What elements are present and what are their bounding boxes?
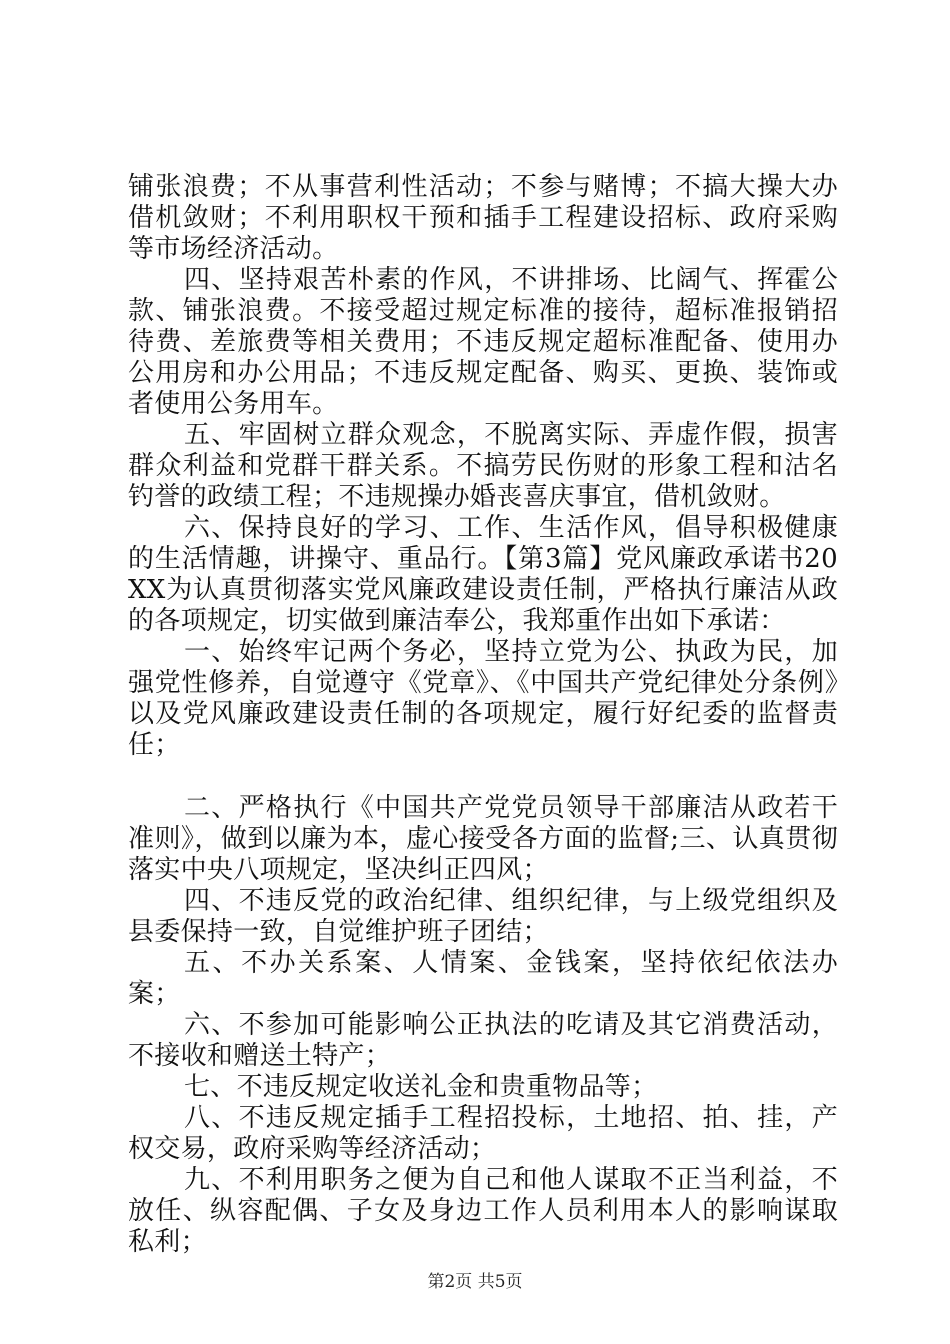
paragraph-12: 九、不利用职务之便为自己和他人谋取不正当利益，不放任、纵容配偶、子女及身边工作人员利用本人的影响谋取私利； [128, 1165, 838, 1257]
paragraph-gap [128, 761, 838, 793]
paragraph-4: 六、保持良好的学习、工作、生活作风，倡导积极健康的生活情趣，讲操守、重品行。【第3篇】党风廉政承诺书20XX为认真贯彻落实党风廉政建设责任制，严格执行廉洁从政的各项规定，切实做到廉洁奉公，我郑重作出如下承诺： [128, 513, 838, 636]
paragraph-9: 六、不参加可能影响公正执法的吃请及其它消费活动，不接收和赠送土特产； [128, 1010, 838, 1071]
paragraph-3: 五、牢固树立群众观念，不脱离实际、弄虚作假，损害群众利益和党群干群关系。不搞劳民伤财的形象工程和沽名钓誉的政绩工程；不违规操办婚丧喜庆事宜，借机敛财。 [128, 420, 838, 512]
paragraph-6: 二、严格执行《中国共产党党员领导干部廉洁从政若干准则》，做到以廉为本，虚心接受各方面的监督;三、认真贯彻落实中央八项规定，坚决纠正四风； [128, 793, 838, 885]
page-number-footer: 第2页 共5页 [427, 1272, 523, 1292]
paragraph-2: 四、坚持艰苦朴素的作风，不讲排场、比阔气、挥霍公款、铺张浪费。不接受超过规定标准的接待，超标准报销招待费、差旅费等相关费用；不违反规定超标准配备、使用办公用房和办公用品；不违反规定配备、购买、更换、装饰或者使用公务用车。 [128, 265, 838, 419]
paragraph-5: 一、始终牢记两个务必，坚持立党为公、执政为民，加强党性修养，自觉遵守《党章》、《中国共产党纪律处分条例》以及党风廉政建设责任制的各项规定，履行好纪委的监督责任； [128, 637, 838, 760]
paragraph-1: 铺张浪费；不从事营利性活动；不参与赌博；不搞大操大办借机敛财；不利用职权干预和插手工程建设招标、政府采购等市场经济活动。 [128, 172, 838, 264]
document-body [128, 172, 838, 1258]
paragraph-10: 七、不违反规定收送礼金和贵重物品等； [184, 1072, 658, 1102]
paragraph-8: 五、不办关系案、人情案、金钱案，坚持依纪依法办案； [128, 948, 838, 1009]
paragraph-7: 四、不违反党的政治纪律、组织纪律，与上级党组织及县委保持一致，自觉维护班子团结； [128, 886, 838, 947]
paragraph-11: 八、不违反规定插手工程招投标，土地招、拍、挂，产权交易，政府采购等经济活动； [128, 1103, 838, 1164]
